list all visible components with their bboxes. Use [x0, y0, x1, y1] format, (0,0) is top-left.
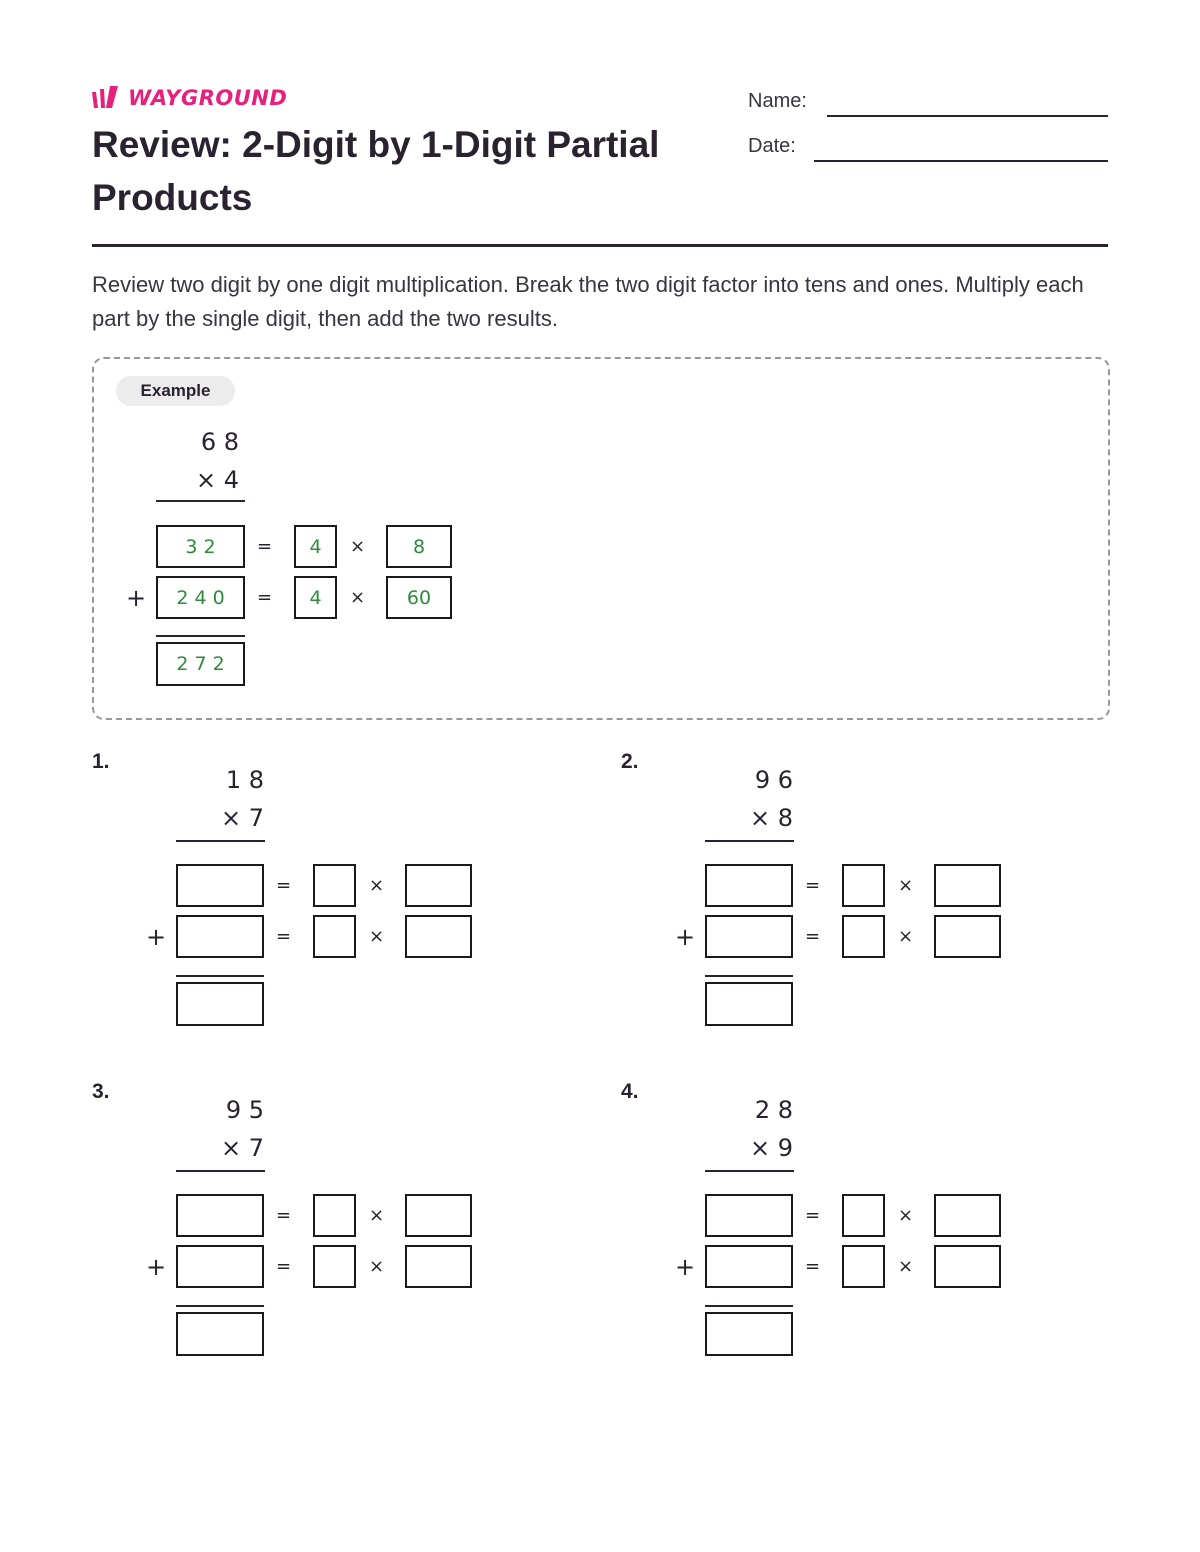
brand-logo	[92, 86, 287, 110]
partial-product-2-box[interactable]	[176, 915, 264, 958]
factor-b-1-box[interactable]	[934, 1194, 1001, 1237]
factor-a-1-box[interactable]	[842, 864, 885, 907]
example-factor-a-2: 4	[294, 576, 337, 619]
times-sign: ×	[898, 875, 914, 896]
problem-number: 2.	[621, 750, 639, 773]
date-label: Date:	[748, 135, 796, 157]
example-top-number: 6 8	[200, 428, 239, 456]
times-sign: ×	[369, 875, 385, 896]
partial-product-2-box[interactable]	[705, 915, 793, 958]
plus-sign: +	[146, 1253, 167, 1281]
times-sign: ×	[369, 1205, 385, 1226]
total-box[interactable]	[176, 1312, 264, 1356]
multiplier: × 9	[749, 1134, 793, 1162]
total-box[interactable]	[705, 1312, 793, 1356]
plus-sign: +	[146, 923, 167, 951]
date-field[interactable]	[814, 160, 1108, 162]
factor-b-2-box[interactable]	[405, 1245, 472, 1288]
factor-b-2-box[interactable]	[405, 915, 472, 958]
partial-product-2-box[interactable]	[705, 1245, 793, 1288]
sum-rule	[176, 975, 264, 977]
times-sign: ×	[350, 587, 366, 608]
times-sign: ×	[898, 1256, 914, 1277]
multiplier: × 7	[220, 804, 264, 832]
equals-sign: =	[276, 1256, 292, 1277]
example-total: 2 7 2	[156, 642, 245, 686]
sum-rule	[705, 975, 793, 977]
multiplier: × 8	[749, 804, 793, 832]
total-box[interactable]	[705, 982, 793, 1026]
problem-number: 1.	[92, 750, 110, 773]
plus-sign: +	[126, 584, 147, 612]
total-box[interactable]	[176, 982, 264, 1026]
product-rule	[705, 1170, 794, 1172]
factor-a-2-box[interactable]	[313, 1245, 356, 1288]
factor-a-1-box[interactable]	[842, 1194, 885, 1237]
example-factor-a-1: 4	[294, 525, 337, 568]
equals-sign: =	[805, 875, 821, 896]
times-sign: ×	[350, 536, 366, 557]
header-divider	[92, 244, 1108, 247]
equals-sign: =	[257, 587, 273, 608]
wayground-logo-icon	[92, 86, 122, 110]
product-rule	[705, 840, 794, 842]
equals-sign: =	[805, 1256, 821, 1277]
sum-rule	[176, 1305, 264, 1307]
partial-product-1-box[interactable]	[176, 864, 264, 907]
factor-b-2-box[interactable]	[934, 1245, 1001, 1288]
example-multiplier: × 4	[195, 466, 239, 494]
example-partial-product-2: 2 4 0	[156, 576, 245, 619]
partial-product-1-box[interactable]	[176, 1194, 264, 1237]
factor-a-2-box[interactable]	[842, 1245, 885, 1288]
problem-number: 4.	[621, 1080, 639, 1103]
equals-sign: =	[276, 926, 292, 947]
equals-sign: =	[257, 536, 273, 557]
factor-b-1-box[interactable]	[405, 1194, 472, 1237]
top-number: 2 8	[754, 1096, 793, 1124]
times-sign: ×	[369, 926, 385, 947]
instructions: Review two digit by one digit multiplication. Break the two digit factor into tens and ones. Multiply each part by the single digit, then add the two results.	[92, 272, 1084, 331]
factor-a-1-box[interactable]	[313, 1194, 356, 1237]
sum-rule	[705, 1305, 793, 1307]
plus-sign: +	[675, 1253, 696, 1281]
factor-b-2-box[interactable]	[934, 915, 1001, 958]
plus-sign: +	[675, 923, 696, 951]
equals-sign: =	[276, 875, 292, 896]
factor-b-1-box[interactable]	[405, 864, 472, 907]
times-sign: ×	[898, 1205, 914, 1226]
equals-sign: =	[805, 926, 821, 947]
partial-product-1-box[interactable]	[705, 1194, 793, 1237]
equals-sign: =	[276, 1205, 292, 1226]
partial-product-1-box[interactable]	[705, 864, 793, 907]
brand-name: WAYGROUND	[128, 86, 288, 110]
example-factor-b-2: 60	[386, 576, 452, 619]
page-title: Review: 2-Digit by 1-Digit Partial Products	[92, 124, 660, 218]
equals-sign: =	[805, 1205, 821, 1226]
times-sign: ×	[369, 1256, 385, 1277]
example-tag: Example	[116, 376, 235, 406]
top-number: 9 5	[225, 1096, 264, 1124]
partial-product-2-box[interactable]	[176, 1245, 264, 1288]
factor-a-2-box[interactable]	[313, 915, 356, 958]
problem-number: 3.	[92, 1080, 110, 1103]
example-factor-b-1: 8	[386, 525, 452, 568]
name-label: Name:	[748, 90, 807, 112]
example-product-rule	[156, 500, 245, 502]
top-number: 1 8	[225, 766, 264, 794]
factor-a-1-box[interactable]	[313, 864, 356, 907]
factor-b-1-box[interactable]	[934, 864, 1001, 907]
name-field[interactable]	[827, 115, 1108, 117]
top-number: 9 6	[754, 766, 793, 794]
product-rule	[176, 840, 265, 842]
example-sum-rule	[156, 635, 245, 637]
example-partial-product-1: 3 2	[156, 525, 245, 568]
factor-a-2-box[interactable]	[842, 915, 885, 958]
multiplier: × 7	[220, 1134, 264, 1162]
times-sign: ×	[898, 926, 914, 947]
product-rule	[176, 1170, 265, 1172]
